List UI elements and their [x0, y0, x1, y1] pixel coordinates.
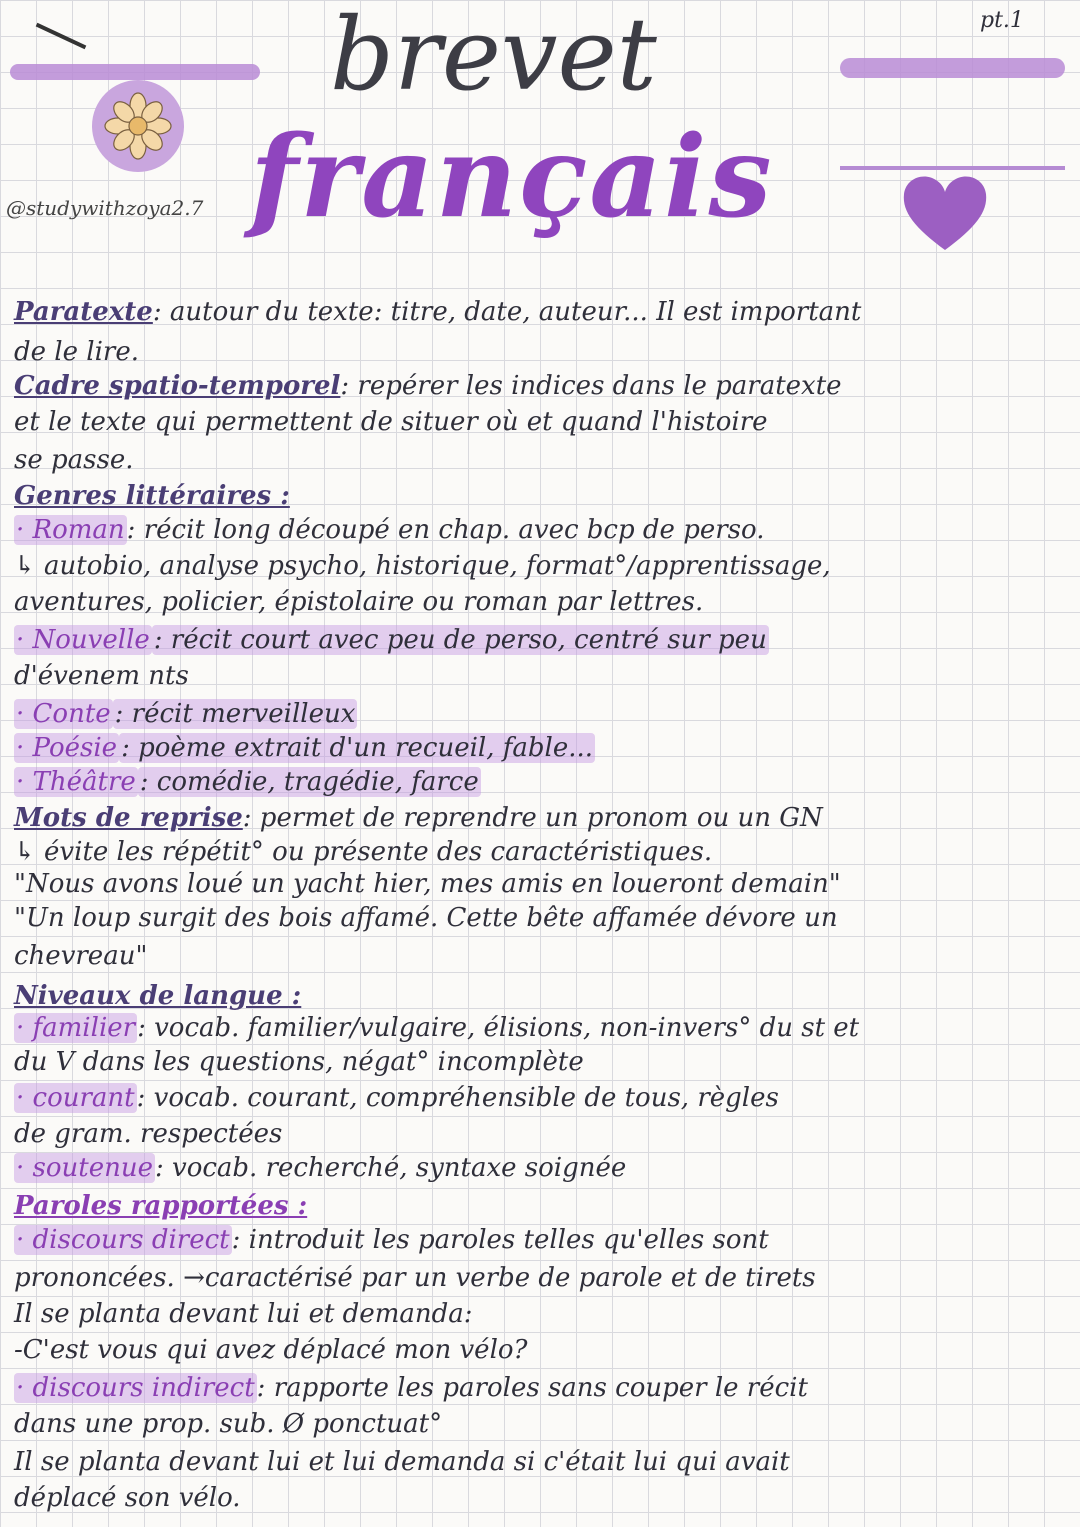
note-line-28: prononcées. →caractérisé par un verbe de parole et de tirets — [14, 1263, 816, 1293]
title-francais: français — [250, 112, 774, 243]
heading-paroles: Paroles rapportées : — [14, 1191, 308, 1221]
note-line-21: · familier: vocab. familier/vulgaire, élisions, non-invers° du st et — [16, 1013, 860, 1043]
note-line-16: ↳ évite les répétit° ou présente des caractéristiques. — [14, 837, 713, 867]
header-stroke-left — [10, 64, 260, 80]
note-line-11: d'évenem nts — [14, 661, 189, 691]
note-line-33: Il se planta devant lui et lui demanda si c'était lui qui avait — [14, 1447, 790, 1477]
note-line-22: du V dans les questions, négat° incomplète — [14, 1047, 584, 1077]
heading-niveaux: Niveaux de langue : — [14, 981, 302, 1011]
note-line-3: Cadre spatio-temporel: repérer les indices dans le paratexte — [14, 371, 842, 401]
note-line-12: · Conte : récit merveilleux — [16, 699, 356, 729]
note-line-2: de le lire. — [14, 337, 139, 367]
flower-sticker — [92, 80, 184, 172]
note-line-24: de gram. respectées — [14, 1119, 283, 1149]
heart-icon — [900, 170, 990, 255]
note-line-19: chevreau" — [14, 941, 148, 971]
note-line-9: aventures, policier, épistolaire ou roman par lettres. — [14, 587, 704, 617]
note-line-4: et le texte qui permettent de situer où et quand l'histoire — [14, 407, 768, 437]
title-brevet: brevet — [330, 0, 657, 113]
note-line-8: ↳ autobio, analyse psycho, historique, format°/apprentissage, — [14, 551, 831, 581]
note-line-32: dans une prop. sub. Ø ponctuat° — [14, 1409, 443, 1439]
note-line-27: · discours direct: introduit les paroles telles qu'elles sont — [16, 1225, 769, 1255]
header-stroke-right — [840, 58, 1065, 78]
note-line-18: "Un loup surgit des bois affamé. Cette bête affamée dévore un — [14, 903, 838, 933]
note-line-30: -C'est vous qui avez déplacé mon vélo? — [14, 1335, 528, 1365]
heading-paratexte: Paratexte — [14, 297, 153, 327]
note-line-31: · discours indirect: rapporte les paroles sans couper le récit — [16, 1373, 808, 1403]
note-line-20 — [14, 980, 301, 1012]
page-label: pt.1 — [980, 8, 1024, 33]
note-line-6 — [14, 480, 290, 512]
flower-icon — [92, 80, 184, 172]
note-line-14: · Théâtre : comédie, tragédie, farce — [16, 767, 479, 797]
note-line-17: "Nous avons loué un yacht hier, mes amis en loueront demain" — [14, 869, 841, 899]
heading-mots-reprise: Mots de reprise — [14, 803, 243, 833]
note-line-5: se passe. — [14, 445, 134, 475]
note-line-26 — [14, 1190, 307, 1222]
note-line-10: · Nouvelle : récit court avec peu de perso, centré sur peu — [16, 625, 767, 655]
note-line-23: · courant: vocab. courant, compréhensible de tous, règles — [16, 1083, 779, 1113]
note-line-7: · Roman: récit long découpé en chap. avec bcp de perso. — [16, 515, 765, 545]
note-line-34: déplacé son vélo. — [14, 1483, 241, 1513]
handle: @studywithzoya2.7 — [6, 196, 204, 220]
dash-mark — [36, 23, 87, 49]
heading-cadre: Cadre spatio-temporel — [14, 371, 341, 401]
heading-genres: Genres littéraires : — [14, 481, 290, 511]
note-line-25: · soutenue: vocab. recherché, syntaxe soignée — [16, 1153, 627, 1183]
note-line-13: · Poésie : poème extrait d'un recueil, fable... — [16, 733, 594, 763]
note-line-15: Mots de reprise: permet de reprendre un pronom ou un GN — [14, 803, 823, 833]
note-line-1: Paratexte: autour du texte: titre, date, auteur... Il est important — [14, 297, 862, 327]
note-line-29: Il se planta devant lui et demanda: — [14, 1299, 473, 1329]
